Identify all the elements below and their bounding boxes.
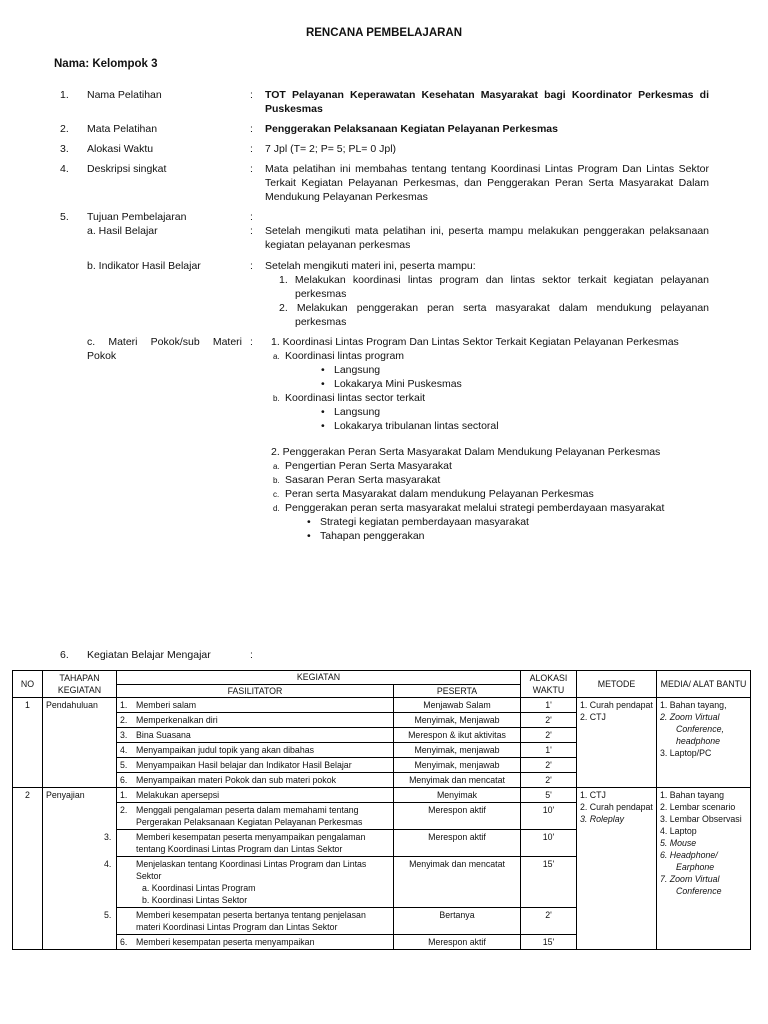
field-colon: :	[250, 163, 253, 175]
fasilitator-subitem: a. Koordinasi Lintas Program	[142, 883, 256, 893]
waktu-cell: 2'	[521, 728, 577, 743]
metode-cell	[577, 698, 657, 788]
field-value: Mata pelatihan ini membahas tentang tentang Koordinasi Lintas Program Dan Lintas Sektor Terkait Kegiatan Pelayanan Perkesmas, dan Penggerakan Peran Serta Masyarakat Dalam Mendukung Pelayanan Perkesmas	[265, 163, 709, 203]
media-item: 1. Bahan tayang	[660, 790, 725, 800]
waktu-cell: 1'	[521, 743, 577, 758]
header-media: MEDIA/ ALAT BANTU	[657, 671, 751, 698]
tujuan-a-value: Setelah mengikuti mata pelatihan ini, peserta mampu melakukan penggerakan pelaksanaan kegiatan pelayanan perkesmas	[265, 225, 709, 251]
metode-cell	[577, 788, 657, 950]
peserta-cell: Merespon aktif	[394, 803, 521, 830]
stage-name: Pendahuluan	[43, 698, 117, 788]
stage-name: Penyajian	[43, 788, 117, 950]
tujuan-a-label: a. Hasil Belajar	[87, 225, 158, 237]
header-metode: METODE	[577, 671, 657, 698]
materi-2d-bullet: • Strategi kegiatan pemberdayaan masyarakat	[265, 515, 725, 529]
group-name: Nama: Kelompok 3	[54, 58, 158, 70]
peserta-cell: Menyimak	[394, 788, 521, 803]
field-num: 3.	[60, 143, 69, 155]
header-alokasi: ALOKASI WAKTU	[521, 671, 577, 698]
field-label: Kegiatan Belajar Mengajar	[87, 649, 211, 661]
table-row	[13, 788, 751, 803]
peserta-cell: Menyimak, menjawab	[394, 743, 521, 758]
field-num: 6.	[60, 649, 69, 661]
metode-item: 2. CTJ	[580, 712, 606, 722]
field-colon: :	[250, 123, 253, 135]
field-colon: :	[250, 143, 253, 155]
metode-item: 3. Roleplay	[580, 814, 625, 824]
stage-no: 1	[13, 698, 43, 788]
peserta-cell: Menyimak dan mencatat	[394, 857, 521, 908]
fasilitator-cell: 2. Memperkenalkan diri	[117, 713, 394, 728]
materi-2-title: 2. Penggerakan Peran Serta Masyarakat Dalam Mendukung Pelayanan Perkesmas	[271, 446, 661, 458]
media-item: 3. Lembar Observasi	[660, 814, 742, 824]
tujuan-b-label: b. Indikator Hasil Belajar	[87, 260, 201, 272]
media-item: 6. Headphone/ Earphone	[660, 850, 718, 872]
fasilitator-cell: 6. Memberi kesempatan peserta menyampaikan	[117, 935, 394, 950]
field-num: 4.	[60, 163, 69, 175]
tujuan-b-item: 2. Melakukan penggerakan peran serta masyarakat dalam mendukung pelayanan perkesmas	[279, 302, 709, 328]
waktu-cell: 2'	[521, 758, 577, 773]
field-num: 5.	[60, 211, 69, 223]
waktu-cell: 5'	[521, 788, 577, 803]
header-kegiatan: KEGIATAN	[117, 671, 521, 685]
media-item: 2. Zoom Virtual Conference, headphone	[660, 712, 724, 746]
table-row	[13, 698, 751, 713]
media-item: 7. Zoom Virtual Conference	[660, 874, 722, 896]
header-peserta: PESERTA	[394, 684, 521, 698]
fasilitator-cell: 6. Menyampaikan materi Pokok dan sub materi pokok	[117, 773, 394, 788]
header-fasilitator: FASILITATOR	[117, 684, 394, 698]
fasilitator-cell: 1. Melakukan apersepsi	[117, 788, 394, 803]
materi-1-title: 1. Koordinasi Lintas Program Dan Lintas Sektor Terkait Kegiatan Pelayanan Perkesmas	[271, 336, 679, 348]
peserta-cell: Merespon aktif	[394, 830, 521, 857]
stage-no: 2	[13, 788, 43, 950]
materi-1a-bullet: • Langsung	[265, 363, 725, 377]
materi-1b-bullet: • Langsung	[265, 405, 725, 419]
kbm-table	[12, 670, 751, 950]
waktu-cell: 2'	[521, 773, 577, 788]
peserta-cell: Menjawab Salam	[394, 698, 521, 713]
tujuan-c-label: c. Materi Pokok/sub Materi Pokok	[87, 336, 242, 362]
materi-2-sub: a. Pengertian Peran Serta Masyarakat	[273, 460, 452, 472]
waktu-cell: 10'	[521, 803, 577, 830]
waktu-cell: 2'	[521, 713, 577, 728]
materi-list	[265, 335, 725, 543]
field-num: 1.	[60, 89, 69, 101]
metode-item: 1. CTJ	[580, 790, 606, 800]
metode-item: 2. Curah pendapat	[580, 802, 653, 812]
media-item: 3. Laptop/PC	[660, 748, 712, 758]
waktu-cell: 15'	[521, 935, 577, 950]
media-item: 5. Mouse	[660, 838, 697, 848]
fasilitator-cell: 5. Memberi kesempatan peserta bertanya tentang penjelasan materi Koordinasi Lintas Program dan Lintas Sektor	[117, 908, 394, 935]
peserta-cell: Merespon aktif	[394, 935, 521, 950]
waktu-cell: 1'	[521, 698, 577, 713]
field-value: Penggerakan Pelaksanaan Kegiatan Pelayanan Perkesmas	[265, 123, 558, 135]
materi-2-sub: d. Penggerakan peran serta masyarakat melalui strategi pemberdayaan masyarakat	[273, 502, 665, 514]
field-colon: :	[250, 89, 253, 101]
peserta-cell: Menyimak dan mencatat	[394, 773, 521, 788]
materi-2-sub: c. Peran serta Masyarakat dalam mendukung Pelayanan Perkesmas	[273, 488, 594, 500]
field-label: Mata Pelatihan	[87, 123, 158, 135]
media-cell	[657, 698, 751, 788]
materi-1b: b. Koordinasi lintas sector terkait	[273, 392, 426, 404]
field-colon: :	[250, 260, 253, 272]
fasilitator-cell: 5. Menyampaikan Hasil belajar dan Indikator Hasil Belajar	[117, 758, 394, 773]
materi-2-sub: b. Sasaran Peran Serta masyarakat	[273, 474, 441, 486]
header-no: NO	[13, 671, 43, 698]
fasilitator-cell: 4. Menyampaikan judul topik yang akan dibahas	[117, 743, 394, 758]
field-num: 2.	[60, 123, 69, 135]
materi-2d-bullet: • Tahapan penggerakan	[265, 529, 725, 543]
waktu-cell: 10'	[521, 830, 577, 857]
header-tahapan: TAHAPAN KEGIATAN	[43, 671, 117, 698]
materi-1a: a. Koordinasi lintas program	[273, 350, 405, 362]
media-item: 1. Bahan tayang,	[660, 700, 727, 710]
fasilitator-cell: 3. Bina Suasana	[117, 728, 394, 743]
media-item: 2. Lembar scenario	[660, 802, 736, 812]
document-title: RENCANA PEMBELAJARAN	[305, 27, 463, 39]
waktu-cell: 2'	[521, 908, 577, 935]
field-label: Nama Pelatihan	[87, 89, 162, 101]
peserta-cell: Bertanya	[394, 908, 521, 935]
peserta-cell: Merespon & ikut aktivitas	[394, 728, 521, 743]
field-label: Tujuan Pembelajaran	[87, 211, 187, 223]
fasilitator-cell: 1. Memberi salam	[117, 698, 394, 713]
media-item: 4. Laptop	[660, 826, 697, 836]
peserta-cell: Menyimak, Menjawab	[394, 713, 521, 728]
fasilitator-subitem: b. Koordinasi Lintas Sektor	[142, 895, 248, 905]
peserta-cell: Menyimak, menjawab	[394, 758, 521, 773]
materi-1a-bullet: • Lokakarya Mini Puskesmas	[265, 377, 725, 391]
field-value: 7 Jpl (T= 2; P= 5; PL= 0 Jpl)	[265, 143, 397, 155]
fasilitator-cell: 2. Menggali pengalaman peserta dalam memahami tentang Pergerakan Pelaksanaan Kegiatan Pelayanan Perkesmas	[117, 803, 394, 830]
materi-1b-bullet: • Lokakarya tribulanan lintas sectoral	[265, 419, 725, 433]
tujuan-b-item: 1. Melakukan koordinasi lintas program dan lintas sektor terkait kegiatan pelayanan perkesmas	[279, 274, 709, 300]
tujuan-b-intro: Setelah mengikuti materi ini, peserta mampu:	[265, 260, 476, 272]
field-colon: :	[250, 225, 253, 237]
field-value: TOT Pelayanan Keperawatan Kesehatan Masyarakat bagi Koordinator Perkesmas di Puskesmas	[265, 89, 709, 115]
field-label: Alokasi Waktu	[87, 143, 154, 155]
field-colon: :	[250, 336, 253, 348]
field-colon: :	[250, 211, 253, 223]
waktu-cell: 15'	[521, 857, 577, 908]
field-colon: :	[250, 649, 253, 661]
fasilitator-cell: 3. Memberi kesempatan peserta menyampaikan pengalaman tentang Koordinasi Lintas Program dan Lintas Sektor	[117, 830, 394, 857]
tujuan-b-value	[265, 259, 709, 329]
metode-item: 1. Curah pendapat	[580, 700, 653, 710]
field-label: Deskripsi singkat	[87, 163, 167, 175]
fasilitator-cell: 4. Menjelaskan tentang Koordinasi Lintas Program dan Lintas Sektor a. Koordinasi Lintas Program b. Koordinasi Lintas Sektor	[117, 857, 394, 908]
media-cell	[657, 788, 751, 950]
